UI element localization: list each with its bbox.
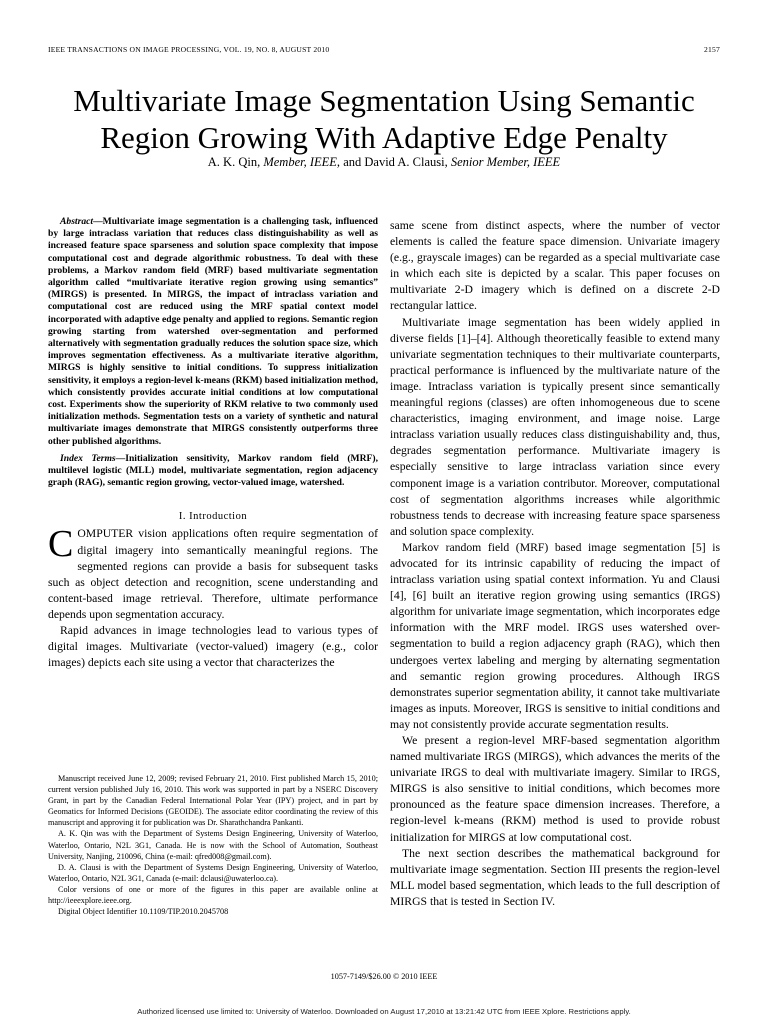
- author-line: [20, 155, 748, 170]
- running-header: [48, 45, 720, 59]
- section-heading-introduction: I. Introduction: [178, 511, 248, 523]
- right-paragraph-5: The next section describes the mathematical background for multivariate image segmentation. Section III presents the region-level MLL model based segmentation, which leads to the full description of MIRGS that is tested in Section IV.: [390, 846, 720, 908]
- right-paragraph-3: Markov random field (MRF) based image segmentation [5] is advocated for its intrinsic capability of reducing the impact of intraclass variation using spatial context information. Yu and Clausi [4], [6] built an iterative region growing using semantics (IRGS) algorithm for univariate image segmentation, which incorporates edge information with the MRF model. IRGS uses watershed over-segmentation to build a region adjacency graph (RAG), which then undergoes vertex labeling and merging by alternating segmentation and semantic region growing procedures. Although IRGS demonstrates superior segmentation ability, it cannot take multivariate images as inputs. Moreover, IRGS is sensitive to initial conditions and may not consistently provide accurate segmentation results.: [390, 540, 720, 731]
- footnote-doi: Digital Object Identifier 10.1109/TIP.2010.2045708: [58, 907, 229, 917]
- journal-name: IEEE TRANSACTIONS ON IMAGE PROCESSING, VOL. 19, NO. 8, AUGUST 2010: [48, 45, 330, 54]
- left-column: [48, 216, 378, 671]
- footnote-manuscript: Manuscript received June 12, 2009; revised February 21, 2010. First published March 15, 2010; current version published July 16, 2010. This work was supported in part by a NSERC Discovery Grant, in part by the Canadian Federal International Polar Year (IPY) project, and in part by Geomatics for Informed Decisions (GEOIDE). The associate editor coordinating the review of this manuscript and approving it for publication was Dr. Sharathchandra Pankanti.: [48, 774, 378, 828]
- footnote-author-2: D. A. Clausi is with the Department of Systems Design Engineering, University of Waterloo, Waterloo, Ontario, N2L 3G1, Canada (e-mail: dclausi@uwaterloo.ca).: [48, 862, 378, 883]
- abstract-label: Abstract: [60, 216, 94, 227]
- footnote-block: [48, 773, 378, 917]
- drop-cap: C: [48, 523, 74, 566]
- right-paragraph-1: same scene from distinct aspects, where the number of vector elements is called the feature space dimension. Univariate imagery (e.g., grayscale images) can be regarded as a special multivariate case in which each site is depicted by a scalar. This paper focuses on multivariate 2-D imagery which is defined on a discrete 2-D rectangular lattice.: [390, 219, 720, 313]
- author-2-name: David A. Clausi,: [364, 155, 448, 169]
- license-footer: Authorized licensed use limited to: University of Waterloo. Downloaded on August 17,2010 at 13:21:42 UTC from IEEE Xplore. Restrictions apply.: [137, 1007, 631, 1016]
- intro-paragraph-1: OMPUTER vision applications often require segmentation of digital imagery into semantically meaningful regions. The segmented regions can provide a basis for subsequent tasks such as object detection and recognition, scene understanding and content-based image retrieval. Therefore, ultimate performance depends upon segmentation accuracy.: [48, 527, 378, 621]
- index-terms-label: Index Terms: [60, 452, 116, 464]
- author-conjunction: and: [343, 155, 362, 169]
- title-line-2: Region Growing With Adaptive Edge Penalty: [100, 120, 668, 155]
- author-2-role: Senior Member, IEEE: [450, 155, 561, 169]
- page-number: 2157: [704, 45, 720, 54]
- abstract-text: —Multivariate image segmentation is a challenging task, influenced by large intraclass variation that reduces class distinguishability as well as increased feature space sparseness and solution space complexity that impose computational cost and degrade algorithmic robustness. To deal with these problems, a Markov random field (MRF) based multivariate segmentation algorithm called “multivariate iterative region growing using semantics” (MIRGS) is presented. In MIRGS, the impact of intraclass variation and computational cost are reduced using the MRF spatial context model incorporated with adaptive edge penalty and applied to regions. Semantic region growing starting from watershed over-segmentation and performed alternatively with segmentation gradually reduces the solution space size, which improves segmentation effectiveness. As a multivariate iterative algorithm, MIRGS is highly sensitive to initial conditions. To suppress initialization sensitivity, it employs a region-level k-means (RKM) based initialization method, which consistently provides accurate initial conditions at low computational cost. Experiments show the superiority of RKM relative to two commonly used initialization methods. Segmentation tests on a variety of synthetic and natural multivariate images demonstrate that MIRGS consistently outperforms three other published algorithms.: [48, 216, 378, 447]
- abstract: [48, 216, 378, 489]
- introduction-body: [48, 523, 378, 671]
- copyright-line: 1057-7149/$26.00 © 2010 IEEE: [330, 972, 438, 981]
- footnote-author-1: A. K. Qin was with the Department of Systems Design Engineering, University of Waterloo, Waterloo, Ontario, N2L 3G1, Canada. He is now with the School of Automation, Southeast University, Nanjing, 210096, China (e-mail: qfred008@gmail.com).: [48, 829, 378, 861]
- paper-title: [20, 82, 748, 156]
- author-1-role: Member, IEEE,: [263, 155, 341, 169]
- index-terms-text: —Initialization sensitivity, Markov random field (MRF), multilevel logistic (MLL) model, multivariate segmentation, region adjacency graph (RAG), semantic region growing, vector-valued image, watershed.: [48, 452, 378, 489]
- footnote-color-versions: Color versions of one or more of the figures in this paper are available online at http://ieeexplore.ieee.org.: [48, 884, 378, 906]
- intro-paragraph-2: Rapid advances in image technologies lead to various types of digital images. Multivariate (vector-valued) imagery (e.g., color images) depicts each site using a vector that characterizes the: [48, 624, 378, 670]
- author-1-name: A. K. Qin,: [207, 155, 261, 169]
- right-paragraph-2: Multivariate image segmentation has been widely applied in diverse fields [1]–[4]. Although theoretically feasible to extend many univariate segmentation techniques to their multivariate counterparts, practical performance is influenced by the multivariate nature of the image. Intraclass variation is typically present since semantically meaningful regions (classes) are often inhomogeneous due to scene characteristics, imaging environment, and image noise. Large intraclass variation usually reduces class distinguishability and, thus, degrades segmentation performance. Multivariate imagery is especially sensitive to large intraclass variation since every component image is a variation contributor. Moreover, computational cost of segmentation algorithms increases while algorithmic robustness tends to decrease with increasing feature space sparseness and solution space complexity.: [390, 315, 720, 538]
- right-column: [390, 218, 720, 910]
- right-paragraph-4: We present a region-level MRF-based segmentation algorithm named multivariate IRGS (MIRGS), which advances the merits of the univariate IRGS to deal with multivariate imagery. Similar to IRGS, MIRGS is also sensitive to initial conditions, which becomes more pronounced as the feature space dimension increases. Therefore, a region-level k-means (RKM) method is used to provide robust initialization for MIRGS at low computational cost.: [390, 734, 720, 844]
- title-line-1: Multivariate Image Segmentation Using Semantic: [73, 83, 695, 118]
